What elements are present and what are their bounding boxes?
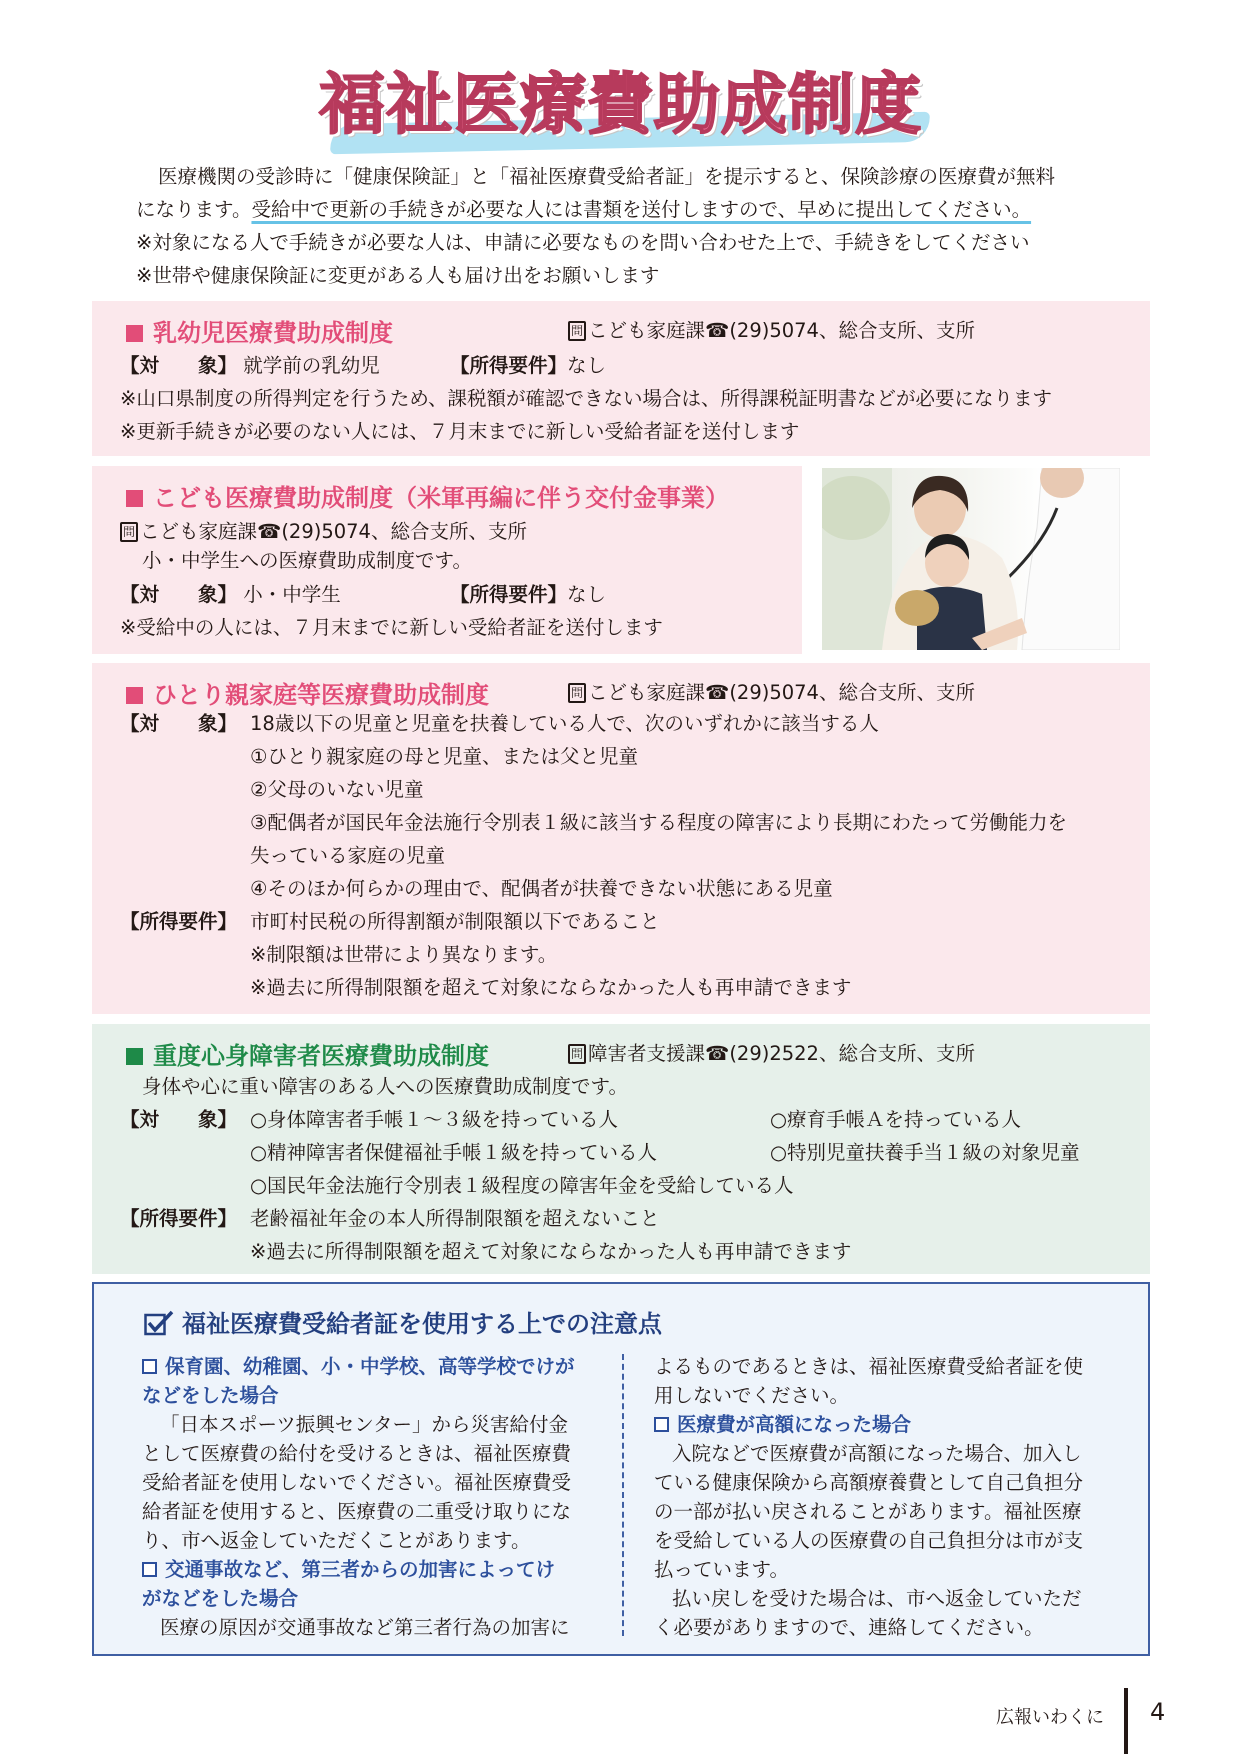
title-area (0, 60, 1241, 160)
disability-income: 老齢福祉年金の本人所得制限額を超えないこと (250, 1207, 660, 1230)
intro-paragraph (136, 160, 1126, 292)
intro-line-2-start: になります。 (136, 198, 252, 221)
income-label: 【所得要件】 (450, 354, 568, 377)
notice-sub-2 (142, 1555, 612, 1584)
intro-underlined-text: 受給中で更新の手続きが必要な人には書類を送付しますので、早めに提出してください。 (251, 198, 1032, 221)
child-heading-text: こども医療費助成制度（米軍再編に伴う交付金事業） (153, 484, 729, 512)
infant-contact (568, 315, 975, 343)
disability-target-4: ○特別児童扶養手当１級の対象児童 (770, 1141, 1080, 1164)
infant-heading (126, 313, 393, 348)
notice-p1-line-2: として医療費の給付を受けるときは、福祉医療費 (142, 1442, 572, 1465)
phone-icon: ☎ (705, 681, 730, 704)
single-contact-dept: こども家庭課 (588, 681, 706, 704)
inquiry-icon: 問 (568, 321, 586, 341)
infant-note-1: ※山口県制度の所得判定を行うため、課税額が確認できない場合は、所得課税証明書などが必要になります (120, 387, 1053, 410)
income-label: 【所得要件】 (120, 1207, 238, 1230)
inquiry-icon: 問 (120, 522, 138, 542)
child-heading (126, 478, 729, 513)
infant-section (92, 301, 1150, 456)
notice-box (92, 1282, 1150, 1656)
notice-p4-line-1: 払い戻しを受けた場合は、市へ返金していただ (672, 1587, 1082, 1610)
checkbox-icon (142, 1359, 157, 1374)
notice-p3-line-2: ている健康保険から高額療養費として自己負担分 (654, 1471, 1084, 1494)
single-target: 18歳以下の児童と児童を扶養している人で、次のいずれかに該当する人 (250, 712, 879, 735)
notice-sub-1b: などをした場合 (142, 1384, 279, 1407)
notice-sub-2b: がなどをした場合 (142, 1587, 299, 1610)
intro-note-2: ※世帯や健康保険証に変更がある人も届け出をお願いします (136, 264, 660, 287)
column-divider (622, 1354, 624, 1636)
footer-divider (1124, 1688, 1128, 1754)
notice-sub-3-text: 医療費が高額になった場合 (677, 1413, 912, 1436)
child-note-1: ※受給中の人には、７月末までに新しい受給者証を送付します (120, 616, 663, 639)
single-income-note-1: ※制限額は世帯により異なります。 (250, 943, 558, 966)
single-item-3a: ③配偶者が国民年金法施行令別表１級に該当する程度の障害により長期にわたって労働能力を (250, 811, 1067, 834)
intro-line-1: 医療機関の受診時に「健康保険証」と「福祉医療費受給者証」を提示すると、保険診療の医療費が無料 (158, 165, 1056, 188)
inquiry-icon: 問 (568, 1044, 586, 1064)
inquiry-icon: 問 (568, 683, 586, 703)
notice-p3-line-1: 入院などで医療費が高額になった場合、加入し (672, 1442, 1082, 1465)
infant-target: 就学前の乳幼児 (243, 354, 380, 377)
photo-illustration (822, 468, 1120, 650)
notice-p2-line-2: よるものであるときは、福祉医療費受給者証を使 (654, 1355, 1084, 1378)
target-label: 【対 象】 (120, 1108, 238, 1131)
single-item-4: ④そのほか何らかの理由で、配偶者が扶養できない状態にある児童 (250, 877, 833, 900)
infant-target-row (120, 349, 380, 382)
checkbox-icon (142, 1562, 157, 1577)
notice-p3-line-3: の一部が払い戻されることがあります。福祉医療 (654, 1500, 1082, 1523)
disability-heading (126, 1036, 489, 1071)
disability-desc: 身体や心に重い障害のある人への医療費助成制度です。 (142, 1075, 628, 1098)
notice-right-column (654, 1352, 1124, 1642)
single-income: 市町村民税の所得割額が制限額以下であること (250, 910, 660, 933)
child-income: なし (567, 583, 607, 606)
single-heading (126, 675, 489, 710)
disability-contact-dept: 障害者支援課 (588, 1042, 706, 1065)
child-target: 小・中学生 (243, 583, 341, 606)
checkbox-icon (654, 1417, 669, 1432)
notice-title-text: 福祉医療費受給者証を使用する上での注意点 (182, 1310, 662, 1338)
notice-left-column (142, 1352, 612, 1642)
child-target-row (120, 578, 341, 611)
notice-p2-line-1: 医療の原因が交通事故など第三者行為の加害に (160, 1616, 570, 1639)
single-item-1: ①ひとり親家庭の母と児童、または父と児童 (250, 745, 638, 768)
disability-target-3: ○精神障害者保健福祉手帳１級を持っている人 (250, 1141, 658, 1164)
notice-p1-line-3: 受給者証を使用しないでください。福祉医療費受 (142, 1471, 572, 1494)
disability-target-5: ○国民年金法施行令別表１級程度の障害年金を受給している人 (250, 1174, 794, 1197)
publication-name: 広報いわくに (996, 1707, 1104, 1728)
disability-heading-text: 重度心身障害者医療費助成制度 (153, 1042, 489, 1070)
square-bullet-icon (126, 325, 143, 342)
phone-icon: ☎ (705, 319, 730, 342)
infant-heading-text: 乳幼児医療費助成制度 (153, 319, 393, 347)
disability-income-note: ※過去に所得制限額を超えて対象にならなかった人も再申請できます (250, 1240, 852, 1263)
income-label: 【所得要件】 (120, 910, 238, 933)
notice-title (144, 1304, 662, 1339)
income-label: 【所得要件】 (450, 583, 568, 606)
notice-sub-2a: 交通事故など、第三者からの加害によってけ (165, 1558, 556, 1581)
single-item-3b: 失っている家庭の児童 (250, 844, 446, 867)
child-section (92, 466, 802, 654)
single-parent-section (92, 663, 1150, 1014)
disability-target-2: ○療育手帳Ａを持っている人 (770, 1108, 1022, 1131)
phone-icon: ☎ (257, 520, 282, 543)
notice-sub-1a: 保育園、幼稚園、小・中学校、高等学校でけが (165, 1355, 575, 1378)
intro-note-1: ※対象になる人で手続きが必要な人は、申請に必要なものを問い合わせた上で、手続きをしてください (136, 231, 1030, 254)
infant-contact-dept: こども家庭課 (588, 319, 706, 342)
single-item-2: ②父母のいない児童 (250, 778, 424, 801)
target-label: 【対 象】 (120, 712, 238, 735)
single-contact-phone: (29)5074、総合支所、支所 (729, 681, 975, 704)
child-contact (120, 516, 527, 544)
intro-line-2 (136, 193, 1126, 226)
mother-child-doctor-photo (822, 468, 1120, 650)
phone-icon: ☎ (705, 1042, 730, 1065)
square-bullet-icon (126, 490, 143, 507)
disability-contact (568, 1038, 975, 1066)
checkmark-icon (144, 1310, 174, 1336)
disability-target-1: ○身体障害者手帳１～３級を持っている人 (250, 1108, 619, 1131)
notice-p1-line-1: 「日本スポーツ振興センター」から災害給付金 (160, 1413, 568, 1436)
notice-p3-line-4: を受給している人の医療費の自己負担分は市が支 (654, 1529, 1084, 1552)
notice-p3-line-5: 払っています。 (654, 1558, 789, 1581)
notice-p1-line-4: 給者証を使用すると、医療費の二重受け取りにな (142, 1500, 572, 1523)
child-contact-dept: こども家庭課 (140, 520, 258, 543)
child-contact-phone: (29)5074、総合支所、支所 (281, 520, 527, 543)
single-income-note-2: ※過去に所得制限額を超えて対象にならなかった人も再申請できます (250, 976, 852, 999)
single-heading-text: ひとり親家庭等医療費助成制度 (153, 681, 489, 709)
square-bullet-icon (126, 1048, 143, 1065)
disability-section (92, 1024, 1150, 1274)
notice-p4-line-2: く必要がありますので、連絡してください。 (654, 1616, 1044, 1639)
notice-p2-line-3: 用しないでください。 (654, 1384, 850, 1407)
single-contact (568, 677, 975, 705)
infant-income: なし (567, 354, 607, 377)
page-number: 4 (1150, 1698, 1166, 1726)
target-label: 【対 象】 (120, 583, 238, 606)
disability-contact-phone: (29)2522、総合支所、支所 (729, 1042, 975, 1065)
square-bullet-icon (126, 687, 143, 704)
notice-sub-1 (142, 1352, 612, 1381)
infant-note-2: ※更新手続きが必要のない人には、７月末までに新しい受給者証を送付します (120, 420, 800, 443)
target-label: 【対 象】 (120, 354, 238, 377)
child-income-row (450, 578, 606, 611)
infant-income-row (450, 349, 606, 382)
page-title: 福祉医療費助成制度 (319, 66, 922, 143)
child-desc: 小・中学生への医療費助成制度です。 (142, 549, 472, 572)
notice-sub-3 (654, 1410, 1124, 1439)
infant-contact-phone: (29)5074、総合支所、支所 (729, 319, 975, 342)
notice-p1-line-5: り、市へ返金していただくことがあります。 (142, 1529, 531, 1552)
